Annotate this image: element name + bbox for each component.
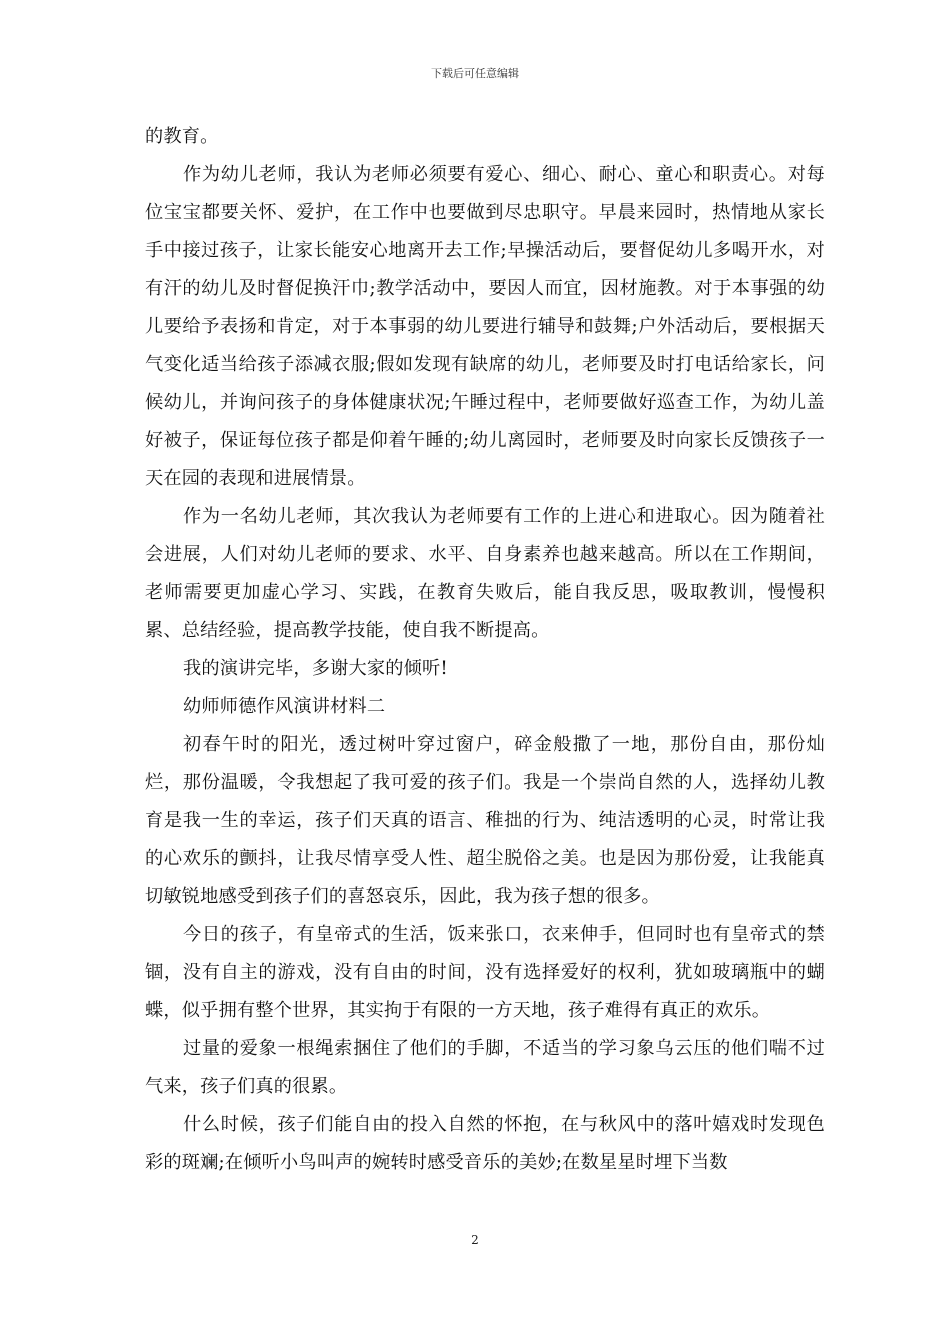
paragraph-closing: 我的演讲完毕，多谢大家的倾听! bbox=[183, 658, 448, 679]
section-title: 幼师师德作风演讲材料二 bbox=[183, 696, 386, 717]
page-header: 下载后可任意编辑 bbox=[431, 67, 519, 80]
paragraph-excessive-love: 过量的爱象一根绳索捆住了他们的手脚，不适当的学习象乌云压的他们喘不过气来，孩子们真的很累。 bbox=[145, 1038, 825, 1097]
paragraph-todays-children: 今日的孩子，有皇帝式的生活，饭来张口，衣来伸手，但同时也有皇帝式的禁锢，没有自主的游戏，没有自由的时间，没有选择爱好的权利，犹如玻璃瓶中的蝴蝶，似乎拥有整个世界，其实拘于有限的一方天地，孩子难得有真正的欢乐。 bbox=[145, 924, 825, 1021]
page-number: 2 bbox=[471, 1233, 479, 1247]
paragraph-continuation: 的教育。 bbox=[145, 126, 219, 147]
paragraph-spring-sunshine: 初春午时的阳光，透过树叶穿过窗户，碎金般撒了一地，那份自由，那份灿烂，那份温暖，令我想起了我可爱的孩子们。我是一个崇尚自然的人，选择幼儿教育是我一生的幸运，孩子们天真的语言、稚拙的行为、纯洁透明的心灵，时常让我的心欢乐的颤抖，让我尽情享受人性、超尘脱俗之美。也是因为那份爱，让我能真切敏锐地感受到孩子们的喜怒哀乐，因此，我为孩子想的很多。 bbox=[145, 734, 825, 907]
paragraph-teacher-qualities: 作为幼儿老师，我认为老师必须要有爱心、细心、耐心、童心和职责心。对每位宝宝都要关怀、爱护，在工作中也要做到尽忠职守。早晨来园时，热情地从家长手中接过孩子，让家长能安心地离开去工作;早操活动后，要督促幼儿多喝开水，对有汗的幼儿及时督促换汗巾;教学活动中，要因人而宜，因材施教。对于本事强的幼儿要给予表扬和肯定，对于本事弱的幼儿要进行辅导和鼓舞;户外活动后，要根据天气变化适当给孩子添减衣服;假如发现有缺席的幼儿，老师要及时打电话给家长，问候幼儿，并询问孩子的身体健康状况;午睡过程中，老师要做好巡查工作，为幼儿盖好被子，保证每位孩子都是仰着午睡的;幼儿离园时，老师要及时向家长反馈孩子一天在园的表现和进展情景。 bbox=[145, 164, 825, 489]
paragraph-when-free: 什么时候，孩子们能自由的投入自然的怀抱，在与秋风中的落叶嬉戏时发现色彩的斑斓;在倾听小鸟叫声的婉转时感受音乐的美妙;在数星星时埋下当数 bbox=[145, 1114, 825, 1173]
document-body bbox=[145, 118, 825, 1182]
paragraph-teacher-motivation: 作为一名幼儿老师，其次我认为老师要有工作的上进心和进取心。因为随着社会进展，人们对幼儿老师的要求、水平、自身素养也越来越高。所以在工作期间，老师需要更加虚心学习、实践，在教育失败后，能自我反思，吸取教训，慢慢积累、总结经验，提高教学技能，使自我不断提高。 bbox=[145, 506, 825, 641]
